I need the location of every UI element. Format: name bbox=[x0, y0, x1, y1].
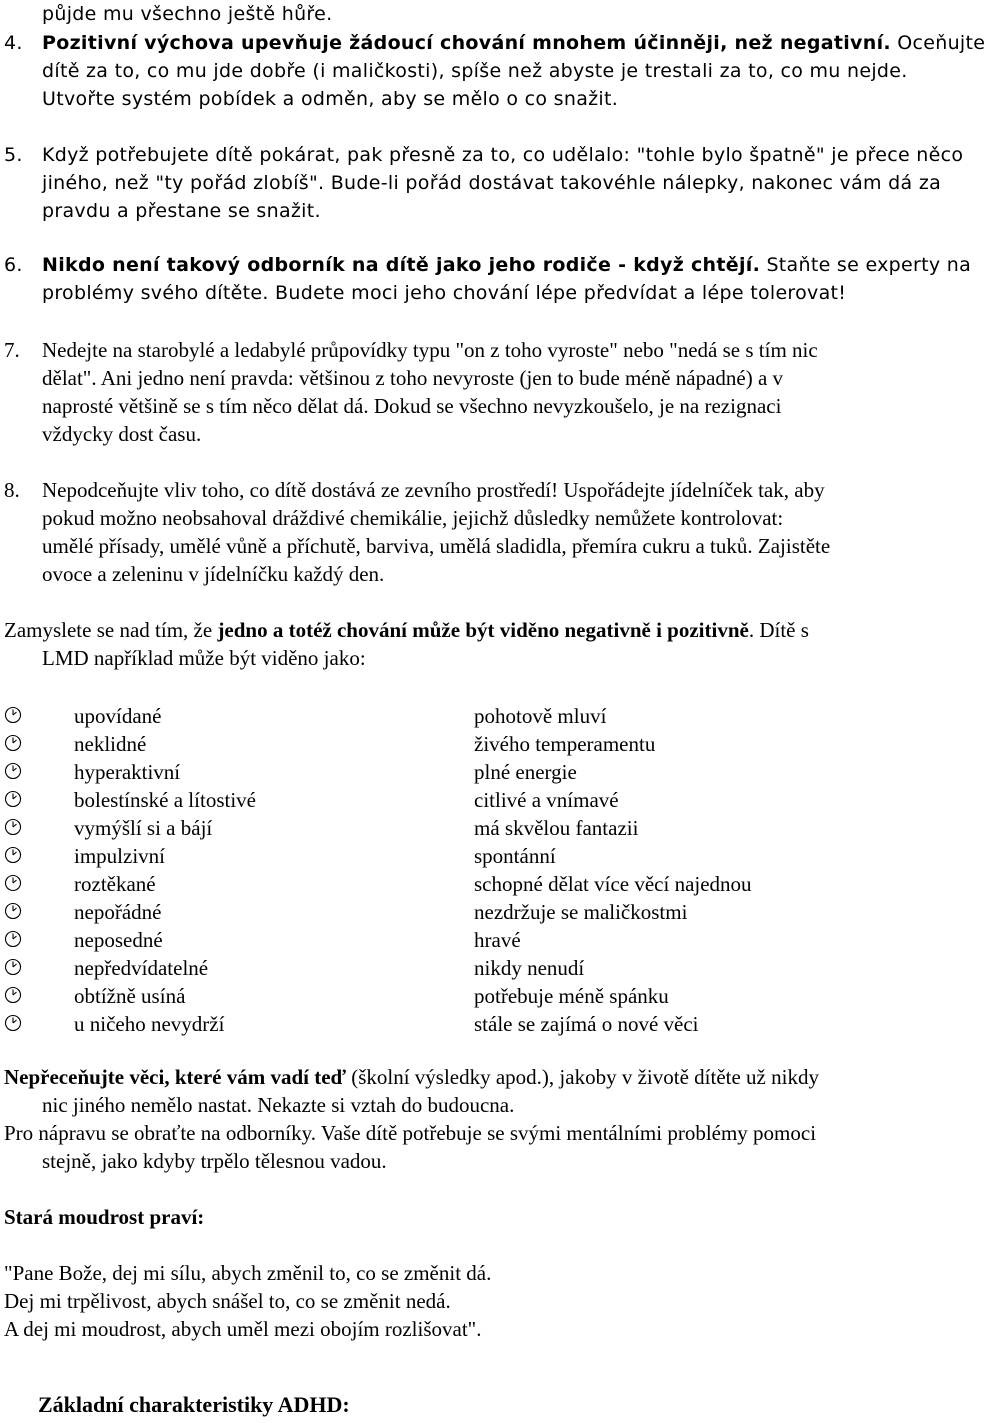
rule-number: 8. bbox=[4, 478, 20, 502]
clock-icon bbox=[4, 846, 22, 864]
clock-icon bbox=[4, 734, 22, 752]
clock-icon bbox=[4, 958, 22, 976]
positive-trait: schopné dělat více věcí najednou bbox=[474, 872, 752, 896]
positive-trait: spontánní bbox=[474, 844, 556, 868]
rule-line: problémy svého dítěte. Budete moci jeho chování lépe předvídat a lépe tolerovat! bbox=[42, 282, 847, 304]
positive-trait: živého temperamentu bbox=[474, 732, 656, 756]
comparison-row bbox=[0, 704, 960, 728]
positive-trait: nikdy nenudí bbox=[474, 956, 585, 980]
wisdom-heading: Stará moudrost praví: bbox=[4, 1205, 205, 1229]
negative-trait: impulzivní bbox=[74, 844, 165, 868]
rule-line: umělé přísady, umělé vůně a příchutě, barviva, umělá sladidla, přemíra cukru a tuků. Zajistěte bbox=[42, 534, 831, 558]
clock-icon bbox=[4, 1014, 22, 1032]
clock-icon bbox=[4, 790, 22, 808]
negative-trait: nepořádné bbox=[74, 900, 162, 924]
rule-number: 7. bbox=[4, 338, 20, 362]
positive-trait: pohotově mluví bbox=[474, 704, 607, 728]
rule-line: Nedejte na starobylé a ledabylé průpovídky typu "on z toho vyroste" nebo "nedá se s tím nic bbox=[42, 338, 818, 362]
positive-trait: citlivé a vnímavé bbox=[474, 788, 619, 812]
advice-line: nic jiného nemělo nastat. Nekazte si vztah do budoucna. bbox=[42, 1093, 515, 1117]
wisdom-line: "Pane Bože, dej mi sílu, abych změnil to, co se změnit dá. bbox=[4, 1261, 492, 1285]
rule-number: 5. bbox=[4, 144, 23, 166]
section-heading: Základní charakteristiky ADHD: bbox=[38, 1392, 350, 1417]
intro-line: LMD například může být viděno jako: bbox=[42, 646, 366, 670]
comparison-row bbox=[0, 984, 960, 1008]
rule-line: Nepodceňujte vliv toho, co dítě dostává ze zevního prostředí! Uspořádejte jídelníček tak, aby bbox=[42, 478, 825, 502]
negative-trait: upovídané bbox=[74, 704, 162, 728]
positive-trait: potřebuje méně spánku bbox=[474, 984, 669, 1008]
rule-line: pravdu a přestane se snažit. bbox=[42, 200, 321, 222]
rule-line: naprosté většině se s tím něco dělat dá. Dokud se všechno nevyzkoušelo, je na rezignaci bbox=[42, 394, 782, 418]
rule-line: dítě za to, co mu jde dobře (i maličkosti), spíše než abyste je trestali za to, co mu nejde. bbox=[42, 60, 908, 82]
positive-trait: plné energie bbox=[474, 760, 577, 784]
negative-trait: obtížně usíná bbox=[74, 984, 186, 1008]
positive-trait: nezdržuje se maličkostmi bbox=[474, 900, 688, 924]
negative-trait: neklidné bbox=[74, 732, 147, 756]
rule-line: pokud možno neobsahoval dráždivé chemikálie, jejichž důsledky nemůžete kontrolovat: bbox=[42, 506, 784, 530]
negative-trait: bolestínské a lítostivé bbox=[74, 788, 256, 812]
comparison-row bbox=[0, 900, 960, 924]
comparison-row bbox=[0, 844, 960, 868]
rule-line: Když potřebujete dítě pokárat, pak přesně za to, co udělalo: "tohle bylo špatně" je přece něco bbox=[42, 144, 964, 166]
rule-line: Pozitivní výchova upevňuje žádoucí chování mnohem účinněji, než negativní. Oceňujte bbox=[42, 32, 985, 54]
comparison-row bbox=[0, 928, 960, 952]
advice-line: stejně, jako kdyby trpělo tělesnou vadou. bbox=[42, 1149, 387, 1173]
negative-trait: nepředvídatelné bbox=[74, 956, 209, 980]
rule-line: jiného, než "ty pořád zlobíš". Bude-li pořád dostávat takovéhle nálepky, nakonec vám dá za bbox=[42, 172, 942, 194]
rule-line: vždycky dost času. bbox=[42, 422, 202, 446]
comparison-row bbox=[0, 872, 960, 896]
rule-line: Utvořte systém pobídek a odměn, aby se mělo o co snažit. bbox=[42, 88, 619, 110]
advice-line: Nepřeceňujte věci, které vám vadí teď (školní výsledky apod.), jakoby v životě dítěte už nikdy bbox=[4, 1065, 819, 1089]
negative-trait: roztěkané bbox=[74, 872, 156, 896]
clock-icon bbox=[4, 874, 22, 892]
comparison-row bbox=[0, 732, 960, 756]
clock-icon bbox=[4, 762, 22, 780]
negative-trait: vymýšlí si a bájí bbox=[74, 816, 213, 840]
clock-icon bbox=[4, 930, 22, 948]
positive-trait: má skvělou fantazii bbox=[474, 816, 639, 840]
positive-trait: stále se zajímá o nové věci bbox=[474, 1012, 699, 1036]
rule-number: 6. bbox=[4, 254, 23, 276]
comparison-row bbox=[0, 956, 960, 980]
positive-trait: hravé bbox=[474, 928, 521, 952]
clock-icon bbox=[4, 986, 22, 1004]
rule-number: 4. bbox=[4, 32, 23, 54]
negative-trait: hyperaktivní bbox=[74, 760, 181, 784]
negative-trait: u ničeho nevydrží bbox=[74, 1012, 225, 1036]
advice-line: Pro nápravu se obraťte na odborníky. Vaše dítě potřebuje se svými mentálními problémy pomoci bbox=[4, 1121, 817, 1145]
wisdom-line: Dej mi trpělivost, abych snášel to, co se změnit nedá. bbox=[4, 1289, 451, 1313]
comparison-row bbox=[0, 816, 960, 840]
top-fragment: půjde mu všechno ještě hůře. bbox=[42, 3, 333, 25]
clock-icon bbox=[4, 706, 22, 724]
rule-line: Nikdo není takový odborník na dítě jako jeho rodiče - když chtějí. Staňte se experty na bbox=[42, 254, 972, 276]
comparison-row bbox=[0, 760, 960, 784]
rule-line: ovoce a zeleninu v jídelníčku každý den. bbox=[42, 562, 385, 586]
clock-icon bbox=[4, 902, 22, 920]
comparison-row bbox=[0, 1012, 960, 1036]
rule-line: dělat". Ani jedno není pravda: většinou z toho nevyroste (jen to bude méně nápadné) a v bbox=[42, 366, 784, 390]
comparison-row bbox=[0, 788, 960, 812]
wisdom-line: A dej mi moudrost, abych uměl mezi obojím rozlišovat". bbox=[4, 1317, 482, 1341]
intro-line: Zamyslete se nad tím, že jedno a totéž chování může být viděno negativně i pozitivně. Dítě s bbox=[4, 618, 809, 642]
clock-icon bbox=[4, 818, 22, 836]
negative-trait: neposedné bbox=[74, 928, 163, 952]
